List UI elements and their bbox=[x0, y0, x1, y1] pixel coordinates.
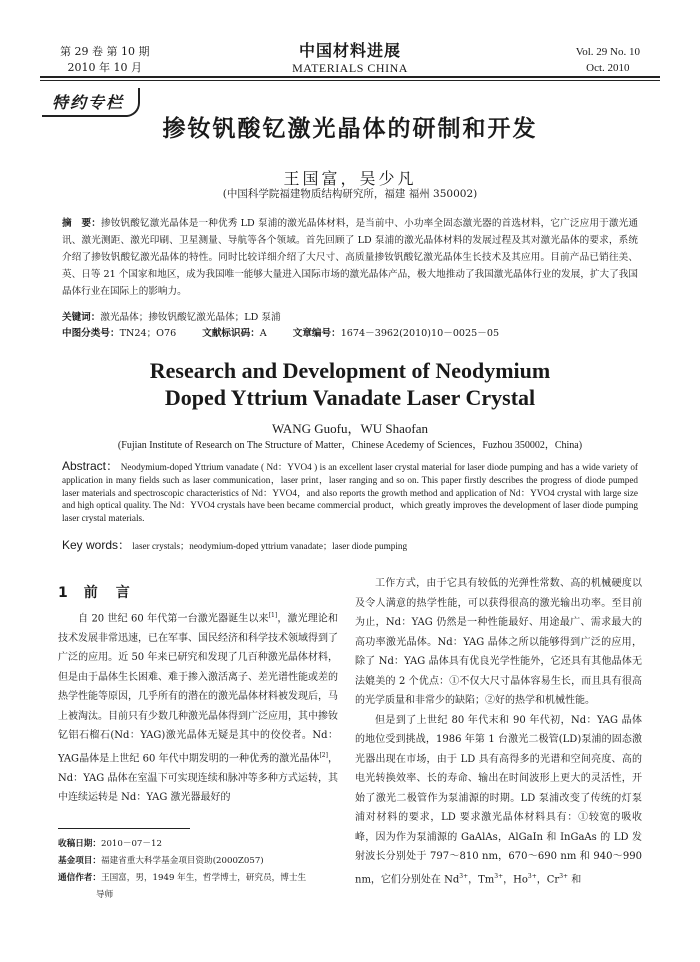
abstract-en bbox=[62, 460, 638, 525]
citation-2: [2] bbox=[319, 751, 328, 759]
text-run: 自 20 世纪 60 年代第一台激光器诞生以来 bbox=[78, 613, 269, 625]
text-run: 但是到了上世纪 80 年代末和 90 年代初，Nd：YAG 晶体的地位受到挑战，1986 年第 1 台激光二极管(LD)泵浦的固态激光器出现在市场，由于 LD 具有高得多的光谱和空间亮度、高的电光转换效率、长的寿命、输出在时间波形上更大的灵活性，开始了激光二极管作为泵浦源的时期。LD 泵浦改变了传统的灯泵浦对材料的要求，LD 要求激光晶体材料具有：①较宽的吸收峰，因为作为泵浦源的 GaAlAs，AlGaIn 和 InGaAs 的 LD 发射波长分别处于 797～810 nm，670～690 nm 和 940～990 nm，它们分别处在 Nd bbox=[355, 714, 642, 885]
header-issue-cn bbox=[60, 44, 149, 76]
article-no-value: 1674－3962(2010)10－0025－05 bbox=[340, 328, 500, 339]
section-1-title: 前 言 bbox=[83, 585, 132, 601]
classification-line bbox=[62, 326, 638, 342]
doc-code-label: 文献标识码： bbox=[202, 328, 260, 339]
intro-paragraph-3 bbox=[355, 711, 642, 890]
keywords-cn-text: 激光晶体；掺钕钒酸钇激光晶体；LD 泵浦 bbox=[100, 312, 281, 323]
author-bio: 王国富，男，1949 年生，哲学博士，研究员，博士生 bbox=[100, 873, 307, 883]
paper-title-en-line2: Doped Yttrium Vanadate Laser Crystal bbox=[164, 385, 536, 410]
clc-label: 中图分类号： bbox=[62, 328, 120, 339]
paper-title-cn: 掺钕钒酸钇激光晶体的研制和开发 bbox=[162, 116, 538, 142]
fund-text: 福建省重大科学基金项目资助(2000Z057) bbox=[100, 856, 264, 866]
superscript: 3+ bbox=[494, 872, 504, 880]
section-tag: 特约专栏 bbox=[42, 88, 140, 117]
paper-title-en bbox=[0, 357, 700, 411]
header-issue-en bbox=[576, 44, 640, 76]
authors-en: WANG Guofu，WU Shaofan bbox=[272, 421, 428, 436]
superscript: 3+ bbox=[459, 872, 469, 880]
intro-paragraph-1 bbox=[58, 606, 338, 808]
text-run: ，Tm bbox=[468, 873, 495, 885]
keywords-en-text: laser crystals；neodymium-doped yttrium vanadate；laser diode pumping bbox=[132, 541, 408, 551]
footnote-label: 基金项目： bbox=[58, 856, 101, 866]
footnote-fund bbox=[58, 853, 338, 870]
keywords-cn-label: 关键词： bbox=[62, 312, 101, 323]
abstract-en-label: Abstract： bbox=[62, 459, 119, 473]
affiliation-cn: (中国科学院福建物质结构研究所，福建 福州 350002) bbox=[222, 188, 478, 200]
header-volume-cn: 第 29 卷 第 10 期 bbox=[60, 45, 150, 58]
keywords-cn bbox=[62, 310, 638, 326]
text-run: ，Cr bbox=[536, 873, 560, 885]
affiliation-en: (Fujian Institute of Research on The Structure of Matter，Chinese Acedemy of Sciences，Fuzhou 350002，China) bbox=[117, 440, 583, 451]
text-run: 和 bbox=[568, 873, 582, 885]
doc-code-value: A bbox=[259, 328, 267, 339]
intro-paragraph-2: 工作方式，由于它具有较低的光弹性常数、高的机械硬度以及令人满意的热学性能，可以获得很高的激光输出功率。至目前为止，Nd：YAG 仍然是一种性能最好、用途最广、需求最大的高功率激光晶体。Nd：YAG 晶体之所以能够得到广泛的应用，除了 Nd：YAG 晶体具有优良光学性能外，它还具有其他晶体无法媲美的 2 个优点：①不仅大尺寸晶体容易生长，而且具有很高的光学质量和非常少的缺陷；②好的热学和机械性能。 bbox=[355, 578, 642, 706]
abstract-cn-label: 摘 要： bbox=[62, 218, 101, 229]
paper-title-en-line1: Research and Development of Neodymium bbox=[149, 358, 551, 383]
footnote-rule bbox=[58, 828, 190, 829]
body-column-left bbox=[58, 606, 338, 808]
abstract-cn-text: 掺钕钒酸钇激光晶体是一种优秀 LD 泵浦的激光晶体材料，是当前中、小功率全固态激光器的首选材料，它广泛应用于激光通讯、激光测距、激光印刷、卫星测量、导航等各个领域。首先回顾了 LD 泵浦的激光晶体材料的发展过程及其对激光晶体的要求，系统介绍了掺钕钒酸钇激光晶体的特性。同时比较详细介绍了大尺寸、高质量掺钕钒酸钇激光晶体生长技术及其应用。目前产品已销往美、英、日等 21 个国家和地区，成为我国唯一能够大量进入国际市场的激光晶体产品，极大地推动了我国激光晶体行业的发展，扩大了我国晶体行业在国际上的影响力。 bbox=[62, 218, 638, 297]
footnote-author-cont: 导师 bbox=[96, 890, 114, 900]
keywords-en-label: Key words： bbox=[62, 538, 131, 552]
received-date: 2010－07－12 bbox=[100, 839, 162, 849]
text-run: ，Ho bbox=[503, 873, 528, 885]
header-date-cn: 2010 年 10 月 bbox=[67, 61, 142, 74]
footnote-label: 通信作者： bbox=[58, 873, 101, 883]
abstract-cn bbox=[62, 215, 638, 300]
header-volume-en: Vol. 29 No. 10 bbox=[575, 46, 640, 58]
body-column-right bbox=[355, 574, 642, 889]
section-1-number: 1 bbox=[58, 585, 70, 601]
authors-cn: 王国富，吴少凡 bbox=[283, 169, 417, 188]
footnote-author bbox=[58, 870, 338, 887]
citation-1: [1] bbox=[268, 612, 278, 619]
abstract-en-text: Neodymium-doped Yttrium vanadate ( Nd：YVO4 ) is an excellent laser crystal material for laser diode pumping and has a wide variety of application in many fields such as laser communication，laser print，laser ranging and so on. This paper firstly describes the progress of diode pumped laser materials and spectroscopic characteristics of Nd：YVO4，and also reports the growth method and application of Nd：YVO4 crystal with large size and high optical quality. The Nd：YVO4 crystals have been became commercial product，which greatly improves the development of laser diode pumping laser crystal materials. bbox=[62, 462, 638, 524]
footnote-received bbox=[58, 836, 338, 853]
superscript: 3+ bbox=[527, 872, 537, 880]
text-run: ，Nd：YAG 晶体在室温下可实现连续和脉冲等多种方式运转，其中连续运转是 Nd：YAG 激光器最好的 bbox=[58, 753, 339, 804]
article-no-label: 文章编号： bbox=[292, 328, 341, 339]
header-rule bbox=[40, 76, 660, 78]
clc-value: TN24；O76 bbox=[119, 328, 177, 339]
keywords-en bbox=[62, 538, 638, 553]
text-run: ，激光理论和技术发展非常迅速，已在军事、国民经济和科学技术领域得到了广泛的应用。近 50 年来已研究和发现了几百种激光晶体材料，但是由于晶体生长困难、难于掺入激活离子、差光谱性能或差的热学性能等原因，几乎所有的潜在的激光晶体材料被发现后，马上被淘汰。目前只有少数几种激光晶体得到广泛应用，其中掺钕钇铝石榴石(Nd：YAG)激光晶体无疑是其中的佼佼者。Nd：YAG晶体是上世纪 60 年代中期发明的一种优秀的激光晶体 bbox=[58, 613, 339, 765]
header-journal bbox=[250, 38, 450, 76]
footnote-label: 收稿日期： bbox=[58, 839, 101, 849]
section-1-heading bbox=[58, 582, 132, 602]
journal-name-cn: 中国材料进展 bbox=[298, 41, 401, 60]
journal-name-en: MATERIALS CHINA bbox=[292, 61, 408, 75]
footnotes bbox=[58, 836, 338, 904]
header-date-en: Oct. 2010 bbox=[586, 62, 630, 74]
header-rule-thin bbox=[40, 80, 660, 81]
superscript: 3+ bbox=[559, 872, 569, 880]
